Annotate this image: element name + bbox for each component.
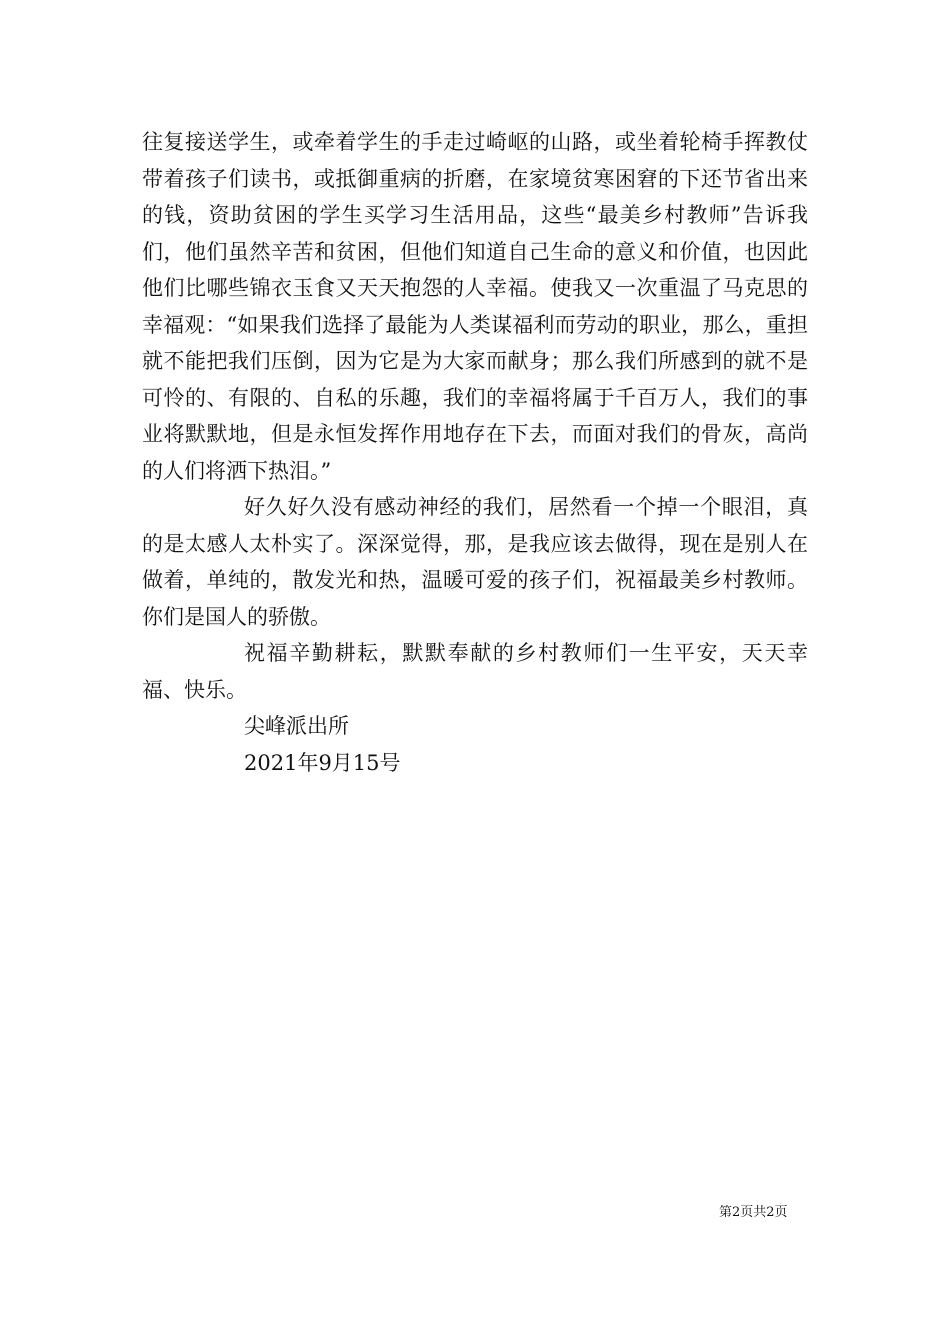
document-body (142, 124, 808, 781)
paragraph-reflection: 好久好久没有感动神经的我们，居然看一个掉一个眼泪，真的是太感人太朴实了。深深觉得，那，是我应该去做得，现在是别人在做着，单纯的，散发光和热，温暖可爱的孩子们，祝福最美乡村教师。你们是国人的骄傲。 (142, 495, 808, 629)
signature-organization: 尖峰派出所 (244, 714, 349, 738)
paragraph-blessing: 祝福辛勤耕耘，默默奉献的乡村教师们一生平安，天天幸福、快乐。 (142, 641, 808, 702)
signature-date: 2021年9月15号 (244, 750, 401, 775)
page-number-footer: 第2页共2页 (719, 1205, 788, 1220)
paragraph-continuation: 往复接送学生，或牵着学生的手走过崎岖的山路，或坐着轮椅手挥教仗带着孩子们读书，或抵御重病的折磨，在家境贫寒困窘的下还节省出来的钱，资助贫困的学生买学习生活用品，这些“最美乡村教师”告诉我们，他们虽然辛苦和贫困，但他们知道自己生命的意义和价值，也因此他们比哪些锦衣玉食又天天抱怨的人幸福。使我又一次重温了马克思的幸福观：“如果我们选择了最能为人类谋福利而劳动的职业，那么，重担就不能把我们压倒，因为它是为大家而献身；那么我们所感到的就不是可怜的、有限的、自私的乐趣，我们的幸福将属于千百万人，我们的事业将默默地，但是永恒发挥作用地存在下去，而面对我们的骨灰，高尚的人们将洒下热泪。” (142, 130, 808, 483)
